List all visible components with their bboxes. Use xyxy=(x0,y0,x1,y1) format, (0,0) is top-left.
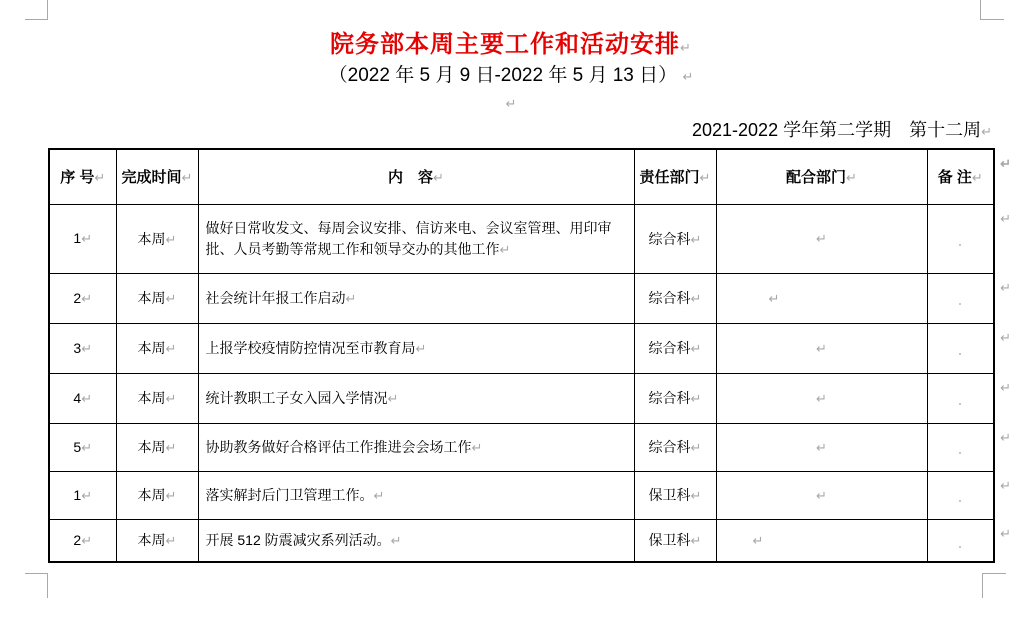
cell-content[interactable] xyxy=(198,323,634,373)
cell-serial-number[interactable] xyxy=(49,471,116,519)
cell-content-text: 统计教职工子女入园入学情况 xyxy=(205,389,388,406)
space-mark xyxy=(959,452,961,454)
cell-completion-time-text: 本周 xyxy=(137,230,166,247)
paragraph-mark: ↵ xyxy=(81,290,93,306)
paragraph-mark: ↵ xyxy=(81,439,93,455)
paragraph-mark: ↵ xyxy=(1000,279,1011,295)
cell-content-text: 做好日常收发文、每周会议安排、信访来电、会议室管理、用印审批、人员考勤等常规工作和领导交办的其他工作 xyxy=(205,219,612,257)
paragraph-mark: ↵ xyxy=(690,440,702,455)
cell-serial-number[interactable] xyxy=(49,423,116,471)
cell-serial-number[interactable] xyxy=(49,204,116,273)
cell-completion-time-text: 本周 xyxy=(137,390,166,406)
crop-mark-top-right xyxy=(980,0,1004,20)
cell-completion-time-text: 本周 xyxy=(137,290,166,306)
schedule-table[interactable] xyxy=(48,148,1011,563)
cell-completion-time[interactable] xyxy=(116,323,198,373)
cell-responsible-dept[interactable] xyxy=(634,373,716,423)
paragraph-mark: ↵ xyxy=(433,170,444,186)
paragraph-mark: ↵ xyxy=(165,391,177,406)
paragraph-mark: ↵ xyxy=(345,290,357,306)
paragraph-mark: ↵ xyxy=(165,231,177,247)
paragraph-mark: ↵ xyxy=(81,390,93,406)
paragraph-mark: ↵ xyxy=(499,241,511,257)
paragraph-mark: ↵ xyxy=(971,170,983,186)
cell-completion-time-text: 本周 xyxy=(137,532,166,549)
paragraph-mark: ↵ xyxy=(390,532,402,548)
cell-serial-number[interactable] xyxy=(49,519,116,562)
cell-remark[interactable] xyxy=(927,519,1011,562)
column-header-label: 备 注 xyxy=(937,169,972,187)
cell-serial-number-text: 5 xyxy=(73,438,82,455)
cell-content[interactable] xyxy=(198,423,634,471)
table-row xyxy=(49,323,994,373)
column-header[interactable] xyxy=(198,149,634,204)
table-row xyxy=(49,471,994,519)
paragraph-mark: ↵ xyxy=(373,487,385,503)
paragraph-mark: ↵ xyxy=(690,533,702,549)
paragraph-mark: ↵ xyxy=(690,488,702,503)
paragraph-mark: ↵ xyxy=(1000,477,1011,493)
paragraph-mark: ↵ xyxy=(81,340,93,356)
paragraph-mark: ↵ xyxy=(680,40,692,55)
column-header-label: 内 容 xyxy=(388,169,434,187)
cell-responsible-dept[interactable] xyxy=(634,423,716,471)
paragraph-mark: ↵ xyxy=(816,487,827,503)
paragraph-mark: ↵ xyxy=(81,231,93,246)
cell-cooperating-dept[interactable] xyxy=(716,204,927,273)
cell-responsible-dept-text: 保卫科 xyxy=(648,532,691,549)
cell-completion-time[interactable] xyxy=(116,471,198,519)
cell-serial-number[interactable] xyxy=(49,373,116,423)
space-mark xyxy=(959,500,961,502)
document-title-line[interactable] xyxy=(0,24,1022,59)
cell-responsible-dept-text: 综合科 xyxy=(648,390,691,406)
cell-content[interactable] xyxy=(198,471,634,519)
cell-serial-number[interactable] xyxy=(49,323,116,373)
cell-serial-number[interactable] xyxy=(49,273,116,323)
paragraph-mark: ↵ xyxy=(1000,329,1011,345)
column-header-label: 配合部门 xyxy=(786,169,847,187)
table-row xyxy=(49,204,994,273)
cell-remark[interactable] xyxy=(927,373,1011,423)
cell-responsible-dept[interactable] xyxy=(634,273,716,323)
cell-responsible-dept-text: 综合科 xyxy=(648,230,691,247)
date-range-text: （2022 年 5 月 9 日-2022 年 5 月 13 日） xyxy=(328,65,678,86)
cell-content[interactable] xyxy=(198,373,634,423)
table-row xyxy=(49,519,994,562)
table-row xyxy=(49,273,994,323)
paragraph-mark: ↵ xyxy=(165,440,177,455)
cell-remark[interactable] xyxy=(927,323,1011,373)
paragraph-mark: ↵ xyxy=(387,390,399,406)
cell-completion-time-text: 本周 xyxy=(137,439,166,455)
paragraph-mark: ↵ xyxy=(768,290,780,306)
semester-week-text: 2021-2022 学年第二学期 第十二周 xyxy=(692,120,982,140)
column-header-label: 完成时间 xyxy=(121,169,182,187)
cell-serial-number-text: 1 xyxy=(73,230,82,246)
cell-serial-number-text: 2 xyxy=(73,289,82,306)
cell-responsible-dept-text: 保卫科 xyxy=(648,487,691,503)
cell-content-text: 开展 512 防震减灾系列活动。 xyxy=(205,531,391,548)
paragraph-mark: ↵ xyxy=(94,170,106,186)
paragraph-mark: ↵ xyxy=(415,340,427,356)
cell-remark[interactable] xyxy=(927,471,1011,519)
cell-responsible-dept-text: 综合科 xyxy=(648,439,691,455)
paragraph-mark: ↵ xyxy=(690,391,702,406)
cell-content[interactable] xyxy=(198,273,634,323)
column-header[interactable] xyxy=(716,149,927,204)
paragraph-mark: ↵ xyxy=(752,532,764,548)
cell-cooperating-dept[interactable] xyxy=(716,423,927,471)
crop-mark-top-left xyxy=(25,0,48,20)
column-header-label: 序 号 xyxy=(60,169,95,187)
cell-responsible-dept[interactable] xyxy=(634,519,716,562)
paragraph-mark: ↵ xyxy=(816,390,827,406)
paragraph-mark: ↵ xyxy=(1000,429,1011,445)
cell-serial-number-text: 4 xyxy=(73,389,82,406)
semester-week-line[interactable] xyxy=(0,116,992,142)
cell-serial-number-text: 2 xyxy=(73,531,82,548)
cell-content-text: 社会统计年报工作启动 xyxy=(205,289,346,306)
paragraph-mark: ↵ xyxy=(690,341,702,356)
paragraph-mark: ↵ xyxy=(81,532,93,548)
document-title: 院务部本周主要工作和活动安排 xyxy=(330,31,681,58)
cell-cooperating-dept[interactable] xyxy=(716,323,927,373)
paragraph-mark: ↵ xyxy=(981,124,992,139)
column-header[interactable] xyxy=(927,149,1011,204)
cell-cooperating-dept[interactable] xyxy=(716,519,927,562)
space-mark xyxy=(959,403,961,405)
crop-mark-bottom-right xyxy=(982,573,1006,598)
cell-remark[interactable] xyxy=(927,423,1011,471)
cell-responsible-dept[interactable] xyxy=(634,204,716,273)
cell-completion-time[interactable] xyxy=(116,373,198,423)
paragraph-mark: ↵ xyxy=(165,533,177,549)
cell-remark[interactable] xyxy=(927,204,1011,273)
cell-content-text: 协助教务做好合格评估工作推进会会场工作 xyxy=(205,438,472,455)
cell-responsible-dept[interactable] xyxy=(634,471,716,519)
paragraph-mark: ↵ xyxy=(1000,156,1011,171)
table-header-row xyxy=(49,149,994,204)
space-mark xyxy=(959,546,961,548)
column-header-label: 责任部门 xyxy=(639,169,700,187)
cell-serial-number-text: 1 xyxy=(73,486,82,503)
paragraph-mark: ↵ xyxy=(505,96,517,111)
paragraph-mark: ↵ xyxy=(181,170,193,186)
cell-content-text: 上报学校疫情防控情况至市教育局 xyxy=(205,339,416,356)
paragraph-mark: ↵ xyxy=(816,439,827,455)
column-header[interactable] xyxy=(49,149,116,204)
space-mark xyxy=(959,303,961,305)
table-row xyxy=(49,373,994,423)
paragraph-mark: ↵ xyxy=(690,231,702,247)
cell-content[interactable] xyxy=(198,204,634,273)
cell-cooperating-dept[interactable] xyxy=(716,373,927,423)
date-range-line[interactable] xyxy=(0,60,1022,87)
cell-completion-time[interactable] xyxy=(116,204,198,273)
cell-responsible-dept-text: 综合科 xyxy=(648,340,691,356)
paragraph-mark: ↵ xyxy=(165,291,177,306)
cell-cooperating-dept[interactable] xyxy=(716,471,927,519)
paragraph-mark: ↵ xyxy=(81,487,93,503)
paragraph-mark: ↵ xyxy=(471,439,483,455)
cell-completion-time[interactable] xyxy=(116,273,198,323)
paragraph-mark: ↵ xyxy=(816,231,827,246)
paragraph-mark: ↵ xyxy=(1000,379,1011,395)
paragraph-mark: ↵ xyxy=(165,488,177,503)
cell-serial-number-text: 3 xyxy=(73,339,82,356)
cell-content[interactable] xyxy=(198,519,634,562)
cell-content-text: 落实解封后门卫管理工作。 xyxy=(205,486,374,503)
space-mark xyxy=(959,244,961,246)
paragraph-mark: ↵ xyxy=(846,170,857,186)
paragraph-mark: ↵ xyxy=(682,69,694,84)
cell-completion-time[interactable] xyxy=(116,423,198,471)
table-row xyxy=(49,423,994,471)
empty-paragraph-line[interactable] xyxy=(0,95,1022,113)
cell-responsible-dept[interactable] xyxy=(634,323,716,373)
paragraph-mark: ↵ xyxy=(690,291,702,306)
space-mark xyxy=(959,353,961,355)
cell-completion-time-text: 本周 xyxy=(137,340,166,356)
cell-completion-time-text: 本周 xyxy=(137,487,166,503)
cell-cooperating-dept[interactable] xyxy=(716,273,927,323)
column-header[interactable] xyxy=(116,149,198,204)
paragraph-mark: ↵ xyxy=(816,340,827,356)
cell-remark[interactable] xyxy=(927,273,1011,323)
paragraph-mark: ↵ xyxy=(1000,525,1011,541)
crop-mark-bottom-left xyxy=(25,573,48,598)
cell-completion-time[interactable] xyxy=(116,519,198,562)
column-header[interactable] xyxy=(634,149,716,204)
cell-responsible-dept-text: 综合科 xyxy=(648,290,691,306)
paragraph-mark: ↵ xyxy=(699,170,711,186)
paragraph-mark: ↵ xyxy=(1000,210,1011,226)
paragraph-mark: ↵ xyxy=(165,341,177,356)
